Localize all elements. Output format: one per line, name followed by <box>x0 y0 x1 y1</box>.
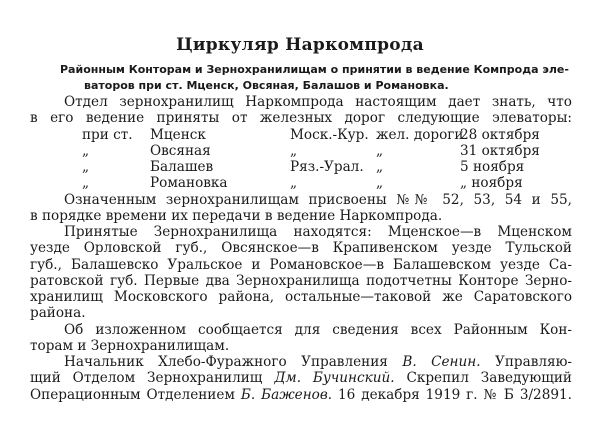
signature-line-1 <box>30 354 572 370</box>
elevator-row <box>30 143 572 159</box>
signature-text: Скрепил Заведующий <box>406 370 572 387</box>
paragraph-3-line-2: уезде Орловской губ., Овсянское—в Крапивенском уезде Тульской <box>30 240 572 257</box>
paragraph-4-line-1: Об изложенном сообщается для сведения всех Районным Кон- <box>64 321 572 338</box>
elevator-road: Ряз.-Урал. <box>290 159 364 175</box>
elevator-road-type: „ <box>376 142 384 159</box>
signature-name: В. Сенин. <box>402 354 481 370</box>
paragraph-1-line-2: в его ведение приняты от железных дорог следующие элеваторы: <box>30 110 572 127</box>
signature-date: 16 декабря 1919 г. № Б 3/2891. <box>338 386 572 403</box>
paragraph-1-line-1: Отдел зернохранилищ Наркомпрода настоящим дает знать, что <box>64 94 572 110</box>
paragraph-3-line-5: хранилищ Московского района, остальные—таковой же Саратовского <box>30 289 572 305</box>
elevator-station: Мценск <box>150 126 206 143</box>
elevator-date: „ ноября <box>460 175 523 192</box>
signature-line-3 <box>30 387 572 403</box>
elevator-list <box>30 127 572 192</box>
elevator-road: „ <box>290 142 298 159</box>
signature-name: Дм. Бучинский. <box>274 370 395 387</box>
elevator-road: „ <box>290 175 298 192</box>
elevator-station: Романовка <box>150 175 228 192</box>
subtitle-line-1: Районным Конторам и Зернохранилищам о принятии в ведение Компрода эле- <box>60 63 569 76</box>
paragraph-2-line-1: Означенным зернохранилищам присвоены №№ 52, 53, 54 и 55, <box>64 191 572 208</box>
signature-line-2 <box>30 370 572 386</box>
elevator-prefix: „ <box>82 142 90 159</box>
elevator-row <box>30 175 572 191</box>
document-subtitle <box>60 62 569 94</box>
elevator-road-type: „ <box>376 175 384 192</box>
elevator-road: Моск.-Кур. <box>290 126 369 143</box>
elevator-date: 5 ноября <box>460 159 525 175</box>
paragraph-3-line-6: района. <box>30 305 86 322</box>
signature-name: Б. Баженов. <box>240 386 333 403</box>
elevator-prefix: при ст. <box>82 126 133 143</box>
paragraph-3-line-4: ратовской губ. Первые два Зернохранилища подотчетны Конторе Зерно- <box>30 272 572 289</box>
signature-text: щий Отделом Зернохранилищ <box>30 370 263 387</box>
elevator-row <box>30 159 572 175</box>
elevator-prefix: „ <box>82 159 90 175</box>
document-body <box>30 94 572 403</box>
signature-text: Управляю- <box>495 354 573 370</box>
signature-text: Начальник Хлебо-Фуражного Управления <box>64 354 388 370</box>
paragraph-3-line-3: губ., Балашевско Уральское и Романовское—в Балашевском уезде Са- <box>30 256 572 273</box>
elevator-date: 31 октября <box>460 142 540 159</box>
subtitle-line-2: ваторов при ст. Мценск, Овсяная, Балашов и Романовка. <box>84 79 449 92</box>
elevator-prefix: „ <box>82 175 90 192</box>
elevator-station: Балашев <box>150 159 214 175</box>
elevator-date: 28 октября <box>460 126 540 143</box>
paragraph-3-line-1: Принятые Зернохранилища находятся: Мценское—в Мценском <box>64 224 572 240</box>
paragraph-2-line-2: в порядке времени их передачи в ведение Наркомпрода. <box>30 207 443 224</box>
document-title: Циркуляр Наркомпрода <box>176 35 424 55</box>
elevator-road-type: жел. дороги <box>376 126 464 143</box>
elevator-station: Овсяная <box>150 142 211 159</box>
elevator-road-type: „ <box>376 159 384 175</box>
elevator-row <box>30 127 572 143</box>
signature-text: Операционным Отделением <box>30 386 235 403</box>
paragraph-4-line-2: торам и Зернохранилищам. <box>30 337 230 354</box>
